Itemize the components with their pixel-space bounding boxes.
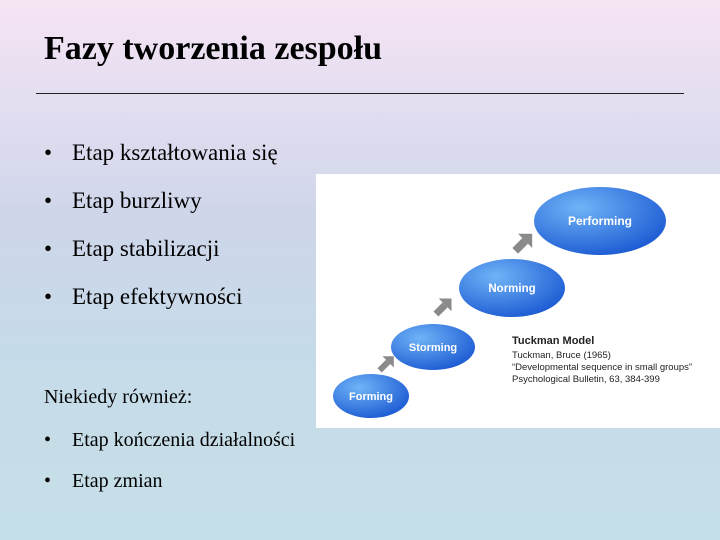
bullet-marker: • [44, 284, 53, 309]
phase-label: Etap burzliwy [72, 188, 202, 213]
arrow-icon [430, 292, 458, 320]
model-title: Tuckman Model [512, 335, 595, 347]
list-item [44, 184, 278, 232]
slide-title: Fazy tworzenia zespołu [44, 30, 383, 67]
phase-label: Etap kształtowania się [72, 140, 278, 165]
phase-label: Etap stabilizacji [72, 236, 220, 261]
list-item [44, 465, 295, 506]
phase-label: Etap zmian [72, 470, 163, 492]
stage-label-norming: Norming [488, 283, 536, 295]
bullet-marker: • [44, 429, 52, 451]
list-item [44, 136, 278, 184]
stage-label-forming: Forming [349, 391, 393, 403]
bullet-marker: • [44, 188, 53, 213]
stage-label-performing: Performing [567, 214, 633, 228]
bullet-marker: • [44, 140, 53, 165]
phase-label: Etap kończenia działalności [72, 429, 296, 451]
stage-label-storming: Storming [408, 342, 458, 354]
citation-journal: Psychological Bulletin, 63, 384-399 [512, 374, 660, 385]
phase-label: Etap efektywności [72, 284, 243, 309]
bullet-marker: • [44, 236, 53, 261]
list-item [44, 280, 278, 328]
also-label: Niekiedy również: [44, 386, 193, 408]
phase-list [44, 136, 278, 328]
bullet-marker: • [44, 470, 52, 492]
arrow-icon [508, 227, 539, 258]
citation-author: Tuckman, Bruce (1965) [512, 350, 611, 361]
citation-title: “Developmental sequence in small groups” [512, 362, 693, 373]
tuckman-diagram-svg [316, 174, 720, 428]
tuckman-diagram [316, 174, 720, 428]
title-divider [36, 93, 684, 94]
list-item [44, 424, 295, 465]
list-item [44, 232, 278, 280]
extra-phase-list [44, 424, 295, 506]
